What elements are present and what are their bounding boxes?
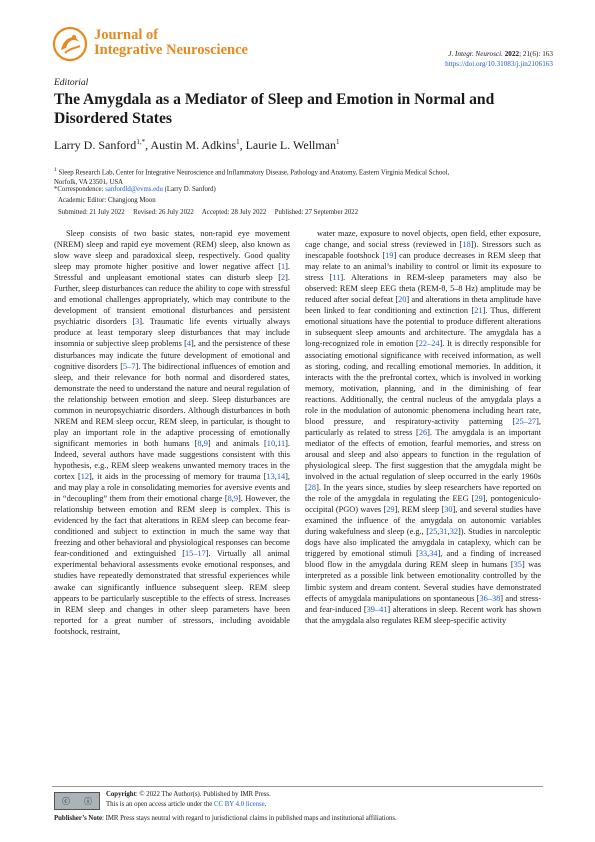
reference-link[interactable]: 33 [418, 549, 428, 559]
reference-link[interactable]: 20 [398, 295, 407, 305]
reference-link[interactable]: 11 [277, 438, 286, 448]
publisher-note [54, 814, 397, 823]
copyright-notice [106, 790, 271, 810]
reference-link[interactable]: 25 [428, 527, 438, 537]
author-name: Laurie L. Wellman [245, 138, 337, 152]
author-affiliation-sup: 1 [336, 138, 340, 146]
body-column-left [54, 228, 290, 637]
reference-link[interactable]: 28 [307, 483, 317, 493]
reference-link[interactable]: 39–41 [366, 604, 388, 614]
article-title: The Amygdala as a Mediator of Sleep and Emotion in Normal and Disordered States [54, 91, 495, 127]
reference-link[interactable]: 5–7 [123, 361, 136, 371]
reference-link[interactable]: 22–24 [418, 339, 440, 349]
reference-link[interactable]: 29 [474, 494, 483, 504]
reference-link[interactable]: 8 [197, 438, 202, 448]
section-label: Editorial [54, 78, 89, 88]
affiliation-line1: Sleep Research Lab, Center for Integrative Neuroscience and Inflammatory Disease, Pathology and Anatomy, Eastern Virginia Medical School, [56, 169, 450, 177]
footer-divider [52, 786, 543, 787]
citation-volume: ; 21(6): 163 [519, 50, 553, 58]
journal-logo-icon [52, 26, 88, 62]
affiliation-line2: Norfolk, VA 23501, USA [54, 178, 124, 186]
journal-abbrev: J. Integr. Neurosci. [448, 50, 503, 58]
copyright-text: : © 2022 The Author(s). Published by IMR Press. [135, 791, 271, 798]
reference-link[interactable]: 35 [513, 560, 522, 570]
reference-link[interactable]: 8 [227, 494, 232, 504]
cc-icon: ⓒ [62, 796, 70, 806]
author-name: Austin M. Adkins [150, 138, 237, 152]
author-name: Larry D. Sanford [54, 138, 137, 152]
reference-link[interactable]: 14 [276, 472, 286, 482]
cc-by-license-badge[interactable] [54, 792, 100, 810]
author-list: Larry D. Sanford$^{1,*}$, Austin M. Adkins$^1$, Laurie L. Wellman$^1$ [54, 138, 340, 152]
body-column-right [305, 228, 541, 626]
correspondence-name: (Larry D. Sanford) [162, 186, 216, 193]
reference-link[interactable]: 9 [233, 494, 238, 504]
reference-link[interactable]: 32 [449, 527, 459, 537]
reference-link[interactable]: 15–17 [185, 549, 206, 559]
reference-link[interactable]: 31 [439, 527, 448, 537]
reference-link[interactable]: 29 [386, 505, 395, 515]
license-suffix: . [264, 801, 267, 808]
reference-link[interactable]: 9 [203, 438, 208, 448]
author-affiliation-sup: 1,* [136, 138, 146, 146]
date-published: Published: 27 September 2022 [274, 209, 359, 216]
license-link[interactable]: CC BY 4.0 license [213, 801, 265, 808]
publisher-note-text: : IMR Press stays neutral with regard to jurisdictional claims in published maps and institutional affiliations. [102, 815, 397, 822]
doi-link[interactable]: https://doi.org/10.31083/j.jin2106163 [445, 60, 553, 68]
reference-link[interactable]: 10 [266, 438, 276, 448]
reference-link[interactable]: 34 [429, 549, 438, 559]
body-paragraph: water maze, exposure to novel objects, open field, ether exposure, cage change, and social stress (reviewed in [18]). Stressors such as inescapable footshock [19] can produce decreases in REM sleep that may relate to an animal’s inability to control or limit its exposure to stress [11]. Alterations in REM-sleep parameters may also be observed: REM sleep EEG theta (REM-θ, 5–8 Hz) amplitude may be reduced after social defeat [20] and alterations in theta amplitude have been linked to fear conditioning and extinction [21]. Thus, different emotional situations have the potential to produce different alterations in subsequent sleep amounts and architecture. The amygdala has a long-recognized role in emotion [22–24]. It is directly responsible for associating emotional significance with received information, as well as storing, coding, and recalling emotional memories. In addition, it interacts with the the prefrontal cortex, which is involved in working memory, motivation, planning, and in the diminishing of fear reactions. Additionally, the central nucleus of the amygdala plays a role in the modulation of autonomic phenomena including heart rate, blood pressure, and respiratory-activity patterning [25–27], particularly as related to stress [26]. The amygdala is an important mediator of the effects of emotion, fearful memories, and stress on arousal and sleep and also appears to function in the regulation of physiological sleep. The first suggestion that the amygdala might be involved in the actual regulation of sleep occurred in the early 1960s [28]. In the years since, studies by sleep researchers have reported on the role of the amygdala in regulating the EEG [29], pontogeniculo-occipital (PGO) waves [29], REM sleep [30], and several studies have examined the influence of the amygdala on autonomic variables during wakefulness and sleep (e.g., [25,31,32]). Studies in narcoleptic dogs have also implicated the amygdala in cataplexy, which can be triggered by emotional stimuli [33,34], and a finding of increased blood flow in the amygdala during REM sleep in humans [35] was interpreted as a possible link between emotionality controlled by the limbic system and dream content. Several studies have demonstrated effects of amygdala manipulations on spontaneous [36–38] and stress- and fear-induced [39–41] alterations in sleep. Recent work has shown that the amygdala also regulates REM sleep-specific activity [305, 229, 542, 625]
reference-link[interactable]: 19 [385, 251, 394, 261]
copyright-label: Copyright [106, 791, 136, 798]
reference-link[interactable]: 36–38 [479, 593, 501, 603]
journal-name [94, 28, 248, 58]
reference-link[interactable]: 26 [418, 427, 428, 437]
reference-link[interactable]: 3 [135, 317, 140, 327]
reference-link[interactable]: 25–27 [515, 416, 537, 426]
publisher-note-label: Publisher’s Note [54, 815, 103, 822]
reference-link[interactable]: 18 [462, 240, 471, 250]
reference-link[interactable]: 21 [474, 306, 483, 316]
reference-link[interactable]: 13 [266, 472, 275, 482]
article-dates [58, 208, 358, 218]
license-prefix: This is an open access article under the [106, 801, 214, 808]
journal-name-line2: Integrative Neuroscience [94, 42, 248, 58]
citation-year: 2022 [504, 50, 520, 58]
by-icon: ⓘ [84, 796, 92, 806]
date-revised: Revised: 26 July 2022 [133, 209, 194, 216]
reference-link[interactable]: 4 [186, 339, 192, 349]
date-accepted: Accepted: 28 July 2022 [201, 209, 267, 216]
journal-name-line1: Journal of [94, 27, 159, 43]
correspondence-label: *Correspondence: [54, 186, 106, 193]
citation-block [445, 49, 553, 69]
correspondence [54, 185, 216, 195]
affiliation-sup: 1 [54, 167, 57, 173]
date-submitted: Submitted: 21 July 2022 [58, 209, 125, 216]
academic-editor: Academic Editor: Changjong Moon [58, 197, 156, 204]
reference-link[interactable]: 11 [332, 273, 341, 283]
reference-link[interactable]: 2 [281, 273, 286, 283]
reference-link[interactable]: 1 [281, 262, 286, 272]
reference-link[interactable]: 30 [444, 505, 453, 515]
reference-link[interactable]: 12 [80, 472, 90, 482]
correspondence-email-link[interactable]: sanfordld@evms.edu [105, 186, 163, 193]
author-affiliation-sup: 1 [236, 138, 240, 146]
body-paragraph: Sleep consists of two basic states, non-rapid eye movement (NREM) sleep and rapid eye movement (REM) sleep, also known as slow wave sleep and paradoxical sleep, respectively. Good quality sleep may promote higher positive and lower negative affect [1]. Stressful and unpleasant emotional states can disturb sleep [2]. Further, sleep disturbances can reduce the ability to cope with stressful and emotional challenges appropriately, which may contribute to the development of transient emotional disturbances and persistent psychiatric disorders [3]. Traumatic life events virtually always produce at least temporary sleep disturbances that may include insomnia or subjective sleep problems [4], and the persistence of these disturbances may indicate the future development of emotional and cognitive disorders [5–7]. The bidirectional influences of emotion and sleep, and their relevance for both normal and disordered states, demonstrate the need to understand the nature and neural regulation of the relationship between emotion and sleep. Sleep disturbances are common in neuropsychiatric disorders. Although disturbances in both NREM and REM sleep occur, REM sleep, in particular, is thought to play an important role in the adaptive processing of emotionally significant memories in both humans [8,9] and animals [10,11]. Indeed, several authors have made suggestions consistent with this hypothesis, e.g., REM sleep weakens unwanted memory traces in the cortex [12], it aids in the processing of memory for trauma [13,14], and may play a role in consolidating memories for aversive events and in “decoupling” them from their emotional charge [8,9]. However, the relationship between emotion and REM sleep is complex. This is evidenced by the fact that alterations in REM sleep can become fear-conditioned and subject to extinction in much the same way that freezing and other behavioral and physiological responses can become fear-conditioned and extinguished [15–17]. Virtually all animal experimental behavioral assessments evoke emotional responses, and studies have repeatedly demonstrated that stressful experiences while awake can significantly influence subsequent sleep. REM sleep appears to be particularly susceptible to the effects of stress. Increases in REM sleep and changes in other sleep parameters have been reported for a great number of stressors, including avoidable footshock, restraint, [54, 229, 291, 636]
